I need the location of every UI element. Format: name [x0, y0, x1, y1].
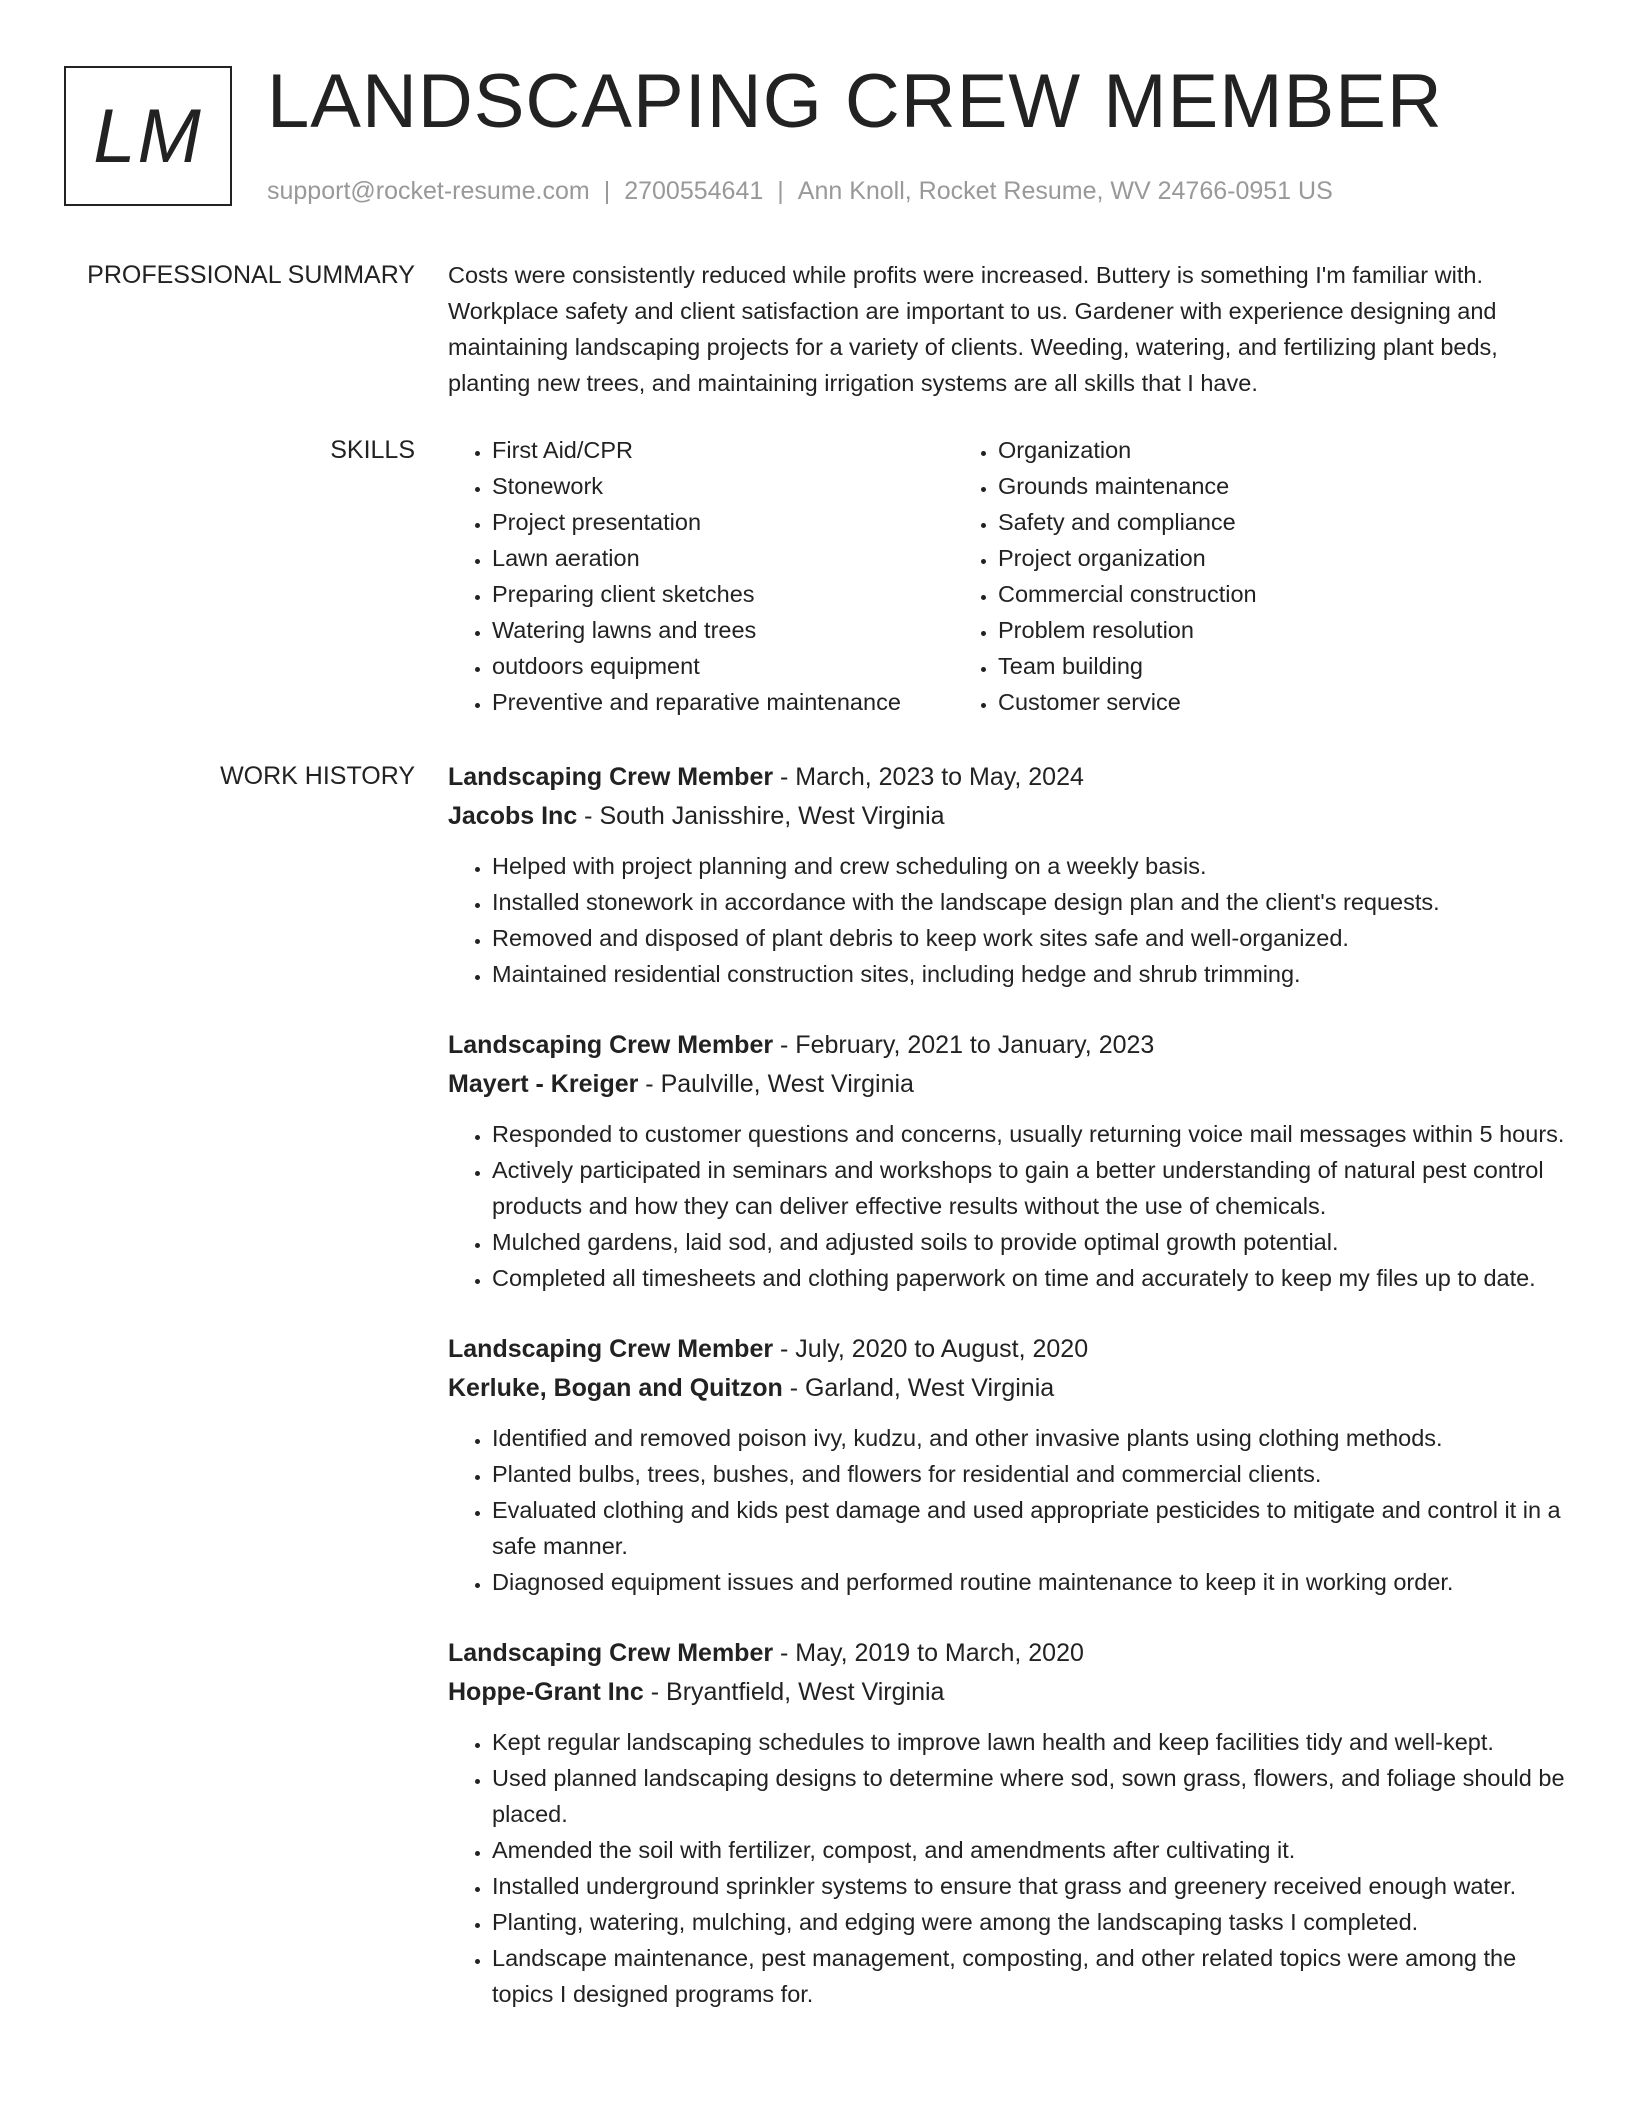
- job-bullet: • Helped with project planning and crew scheduling on a weekly basis.: [492, 848, 1568, 884]
- job-bullet: • Actively participated in seminars and workshops to gain a better understanding of natural pest control products and how they can deliver effective results without the use of chemicals.: [492, 1152, 1568, 1224]
- skill-item: • outdoors equipment: [492, 648, 954, 684]
- contact-separator: |: [603, 177, 611, 205]
- skill-item: • Customer service: [998, 684, 1460, 720]
- job-dates: - July, 2020 to August, 2020: [773, 1335, 1089, 1363]
- skill-item: • Watering lawns and trees: [492, 612, 954, 648]
- job-entry: [448, 1330, 1568, 1600]
- job-bullet: • Mulched gardens, laid sod, and adjusted soils to provide optimal growth potential.: [492, 1224, 1568, 1260]
- contact-address: Ann Knoll, Rocket Resume, WV 24766-0951 US: [797, 177, 1333, 205]
- job-dates: - March, 2023 to May, 2024: [773, 763, 1084, 791]
- skill-item: • Commercial construction: [998, 576, 1460, 612]
- job-location: - Paulville, West Virginia: [638, 1070, 914, 1098]
- job-bullet: • Identified and removed poison ivy, kudzu, and other invasive plants using clothing methods.: [492, 1420, 1568, 1456]
- job-company-line: [448, 1064, 1568, 1104]
- job-title: Landscaping Crew Member: [448, 1031, 774, 1059]
- job-title: Landscaping Crew Member: [448, 1335, 774, 1363]
- job-company: Kerluke, Bogan and Quitzon: [448, 1374, 783, 1402]
- job-title: Landscaping Crew Member: [448, 1639, 774, 1667]
- skill-item: • First Aid/CPR: [492, 432, 954, 468]
- job-company: Mayert - Kreiger: [448, 1070, 639, 1098]
- job-title-line: [448, 1634, 1568, 1672]
- job-location: - Bryantfield, West Virginia: [643, 1678, 945, 1706]
- monogram-initials: LM: [93, 93, 203, 179]
- skill-item: • Stonework: [492, 468, 954, 504]
- skill-item: • Project presentation: [492, 504, 954, 540]
- job-entry: [448, 1026, 1568, 1296]
- job-bullet: • Landscape maintenance, pest management, composting, and other related topics were among the topics I designed programs for.: [492, 1940, 1568, 2012]
- job-bullet: • Kept regular landscaping schedules to improve lawn health and keep facilities tidy and well-kept.: [492, 1724, 1568, 1760]
- skills-body: [448, 432, 1568, 720]
- job-bullet: • Planting, watering, mulching, and edging were among the landscaping tasks I completed.: [492, 1904, 1568, 1940]
- job-company: Hoppe-Grant Inc: [448, 1678, 644, 1706]
- skill-item: • Safety and compliance: [998, 504, 1460, 540]
- work-body: [448, 758, 1568, 2046]
- job-bullet: • Amended the soil with fertilizer, compost, and amendments after cultivating it.: [492, 1832, 1568, 1868]
- job-bullet: • Responded to customer questions and concerns, usually returning voice mail messages within 5 hours.: [492, 1116, 1568, 1152]
- job-bullet: • Installed underground sprinkler systems to ensure that grass and greenery received enough water.: [492, 1868, 1568, 1904]
- skill-item: • Preventive and reparative maintenance: [492, 684, 954, 720]
- job-bullet-list: [448, 848, 1568, 992]
- job-dates: - May, 2019 to March, 2020: [773, 1639, 1084, 1667]
- summary-text: Costs were consistently reduced while profits were increased. Buttery is something I'm familiar with. Workplace safety and client satisfaction are important to us. Gardener with experience designing and maintaining landscaping projects for a variety of clients. Weeding, watering, and fertilizing plant beds, planting new trees, and maintaining irrigation systems are all skills that I have.: [448, 262, 1498, 396]
- job-bullet-list: [448, 1724, 1568, 2012]
- skill-item: • Team building: [998, 648, 1460, 684]
- contact-email[interactable]: support@rocket-resume.com: [267, 177, 590, 205]
- skills-list-left: [448, 432, 954, 720]
- candidate-title: LANDSCAPING CREW MEMBER: [267, 59, 1443, 144]
- job-company-line: [448, 1672, 1568, 1712]
- skills-columns: [448, 432, 1568, 720]
- skill-item: • Lawn aeration: [492, 540, 954, 576]
- job-bullet: • Maintained residential construction sites, including hedge and shrub trimming.: [492, 956, 1568, 992]
- job-bullet: • Installed stonework in accordance with the landscape design plan and the client's requests.: [492, 884, 1568, 920]
- summary-body: [448, 257, 1568, 401]
- job-title: Landscaping Crew Member: [448, 763, 774, 791]
- job-bullet-list: [448, 1420, 1568, 1600]
- job-title-line: [448, 758, 1568, 796]
- skill-item: • Project organization: [998, 540, 1460, 576]
- job-company-line: [448, 796, 1568, 836]
- job-dates: - February, 2021 to January, 2023: [773, 1031, 1155, 1059]
- skills-heading: SKILLS: [330, 436, 415, 464]
- job-bullet: • Diagnosed equipment issues and performed routine maintenance to keep it in working order.: [492, 1564, 1568, 1600]
- job-company-line: [448, 1368, 1568, 1408]
- job-bullet: • Removed and disposed of plant debris to keep work sites safe and well-organized.: [492, 920, 1568, 956]
- contact-phone[interactable]: 2700554641: [624, 177, 764, 205]
- job-entry: [448, 758, 1568, 992]
- contact-separator: |: [777, 177, 784, 205]
- skill-item: • Grounds maintenance: [998, 468, 1460, 504]
- job-bullet-list: [448, 1116, 1568, 1296]
- job-company: Jacobs Inc: [448, 802, 578, 830]
- skills-list-right: [954, 432, 1460, 720]
- job-entry: [448, 1634, 1568, 2012]
- skill-item: • Preparing client sketches: [492, 576, 954, 612]
- skill-item: • Organization: [998, 432, 1460, 468]
- job-bullet: • Evaluated clothing and kids pest damage and used appropriate pesticides to mitigate and control it in a safe manner.: [492, 1492, 1568, 1564]
- job-title-line: [448, 1026, 1568, 1064]
- skill-item: • Problem resolution: [998, 612, 1460, 648]
- job-bullet: • Completed all timesheets and clothing paperwork on time and accurately to keep my files up to date.: [492, 1260, 1568, 1296]
- job-bullet: • Planted bulbs, trees, bushes, and flowers for residential and commercial clients.: [492, 1456, 1568, 1492]
- job-location: - South Janisshire, West Virginia: [577, 802, 945, 830]
- monogram-box: [64, 66, 232, 206]
- job-title-line: [448, 1330, 1568, 1368]
- job-bullet: • Used planned landscaping designs to determine where sod, sown grass, flowers, and foliage should be placed.: [492, 1760, 1568, 1832]
- summary-heading: PROFESSIONAL SUMMARY: [87, 261, 415, 289]
- contact-line: [267, 174, 1333, 208]
- job-location: - Garland, West Virginia: [782, 1374, 1055, 1402]
- work-heading: WORK HISTORY: [220, 762, 415, 790]
